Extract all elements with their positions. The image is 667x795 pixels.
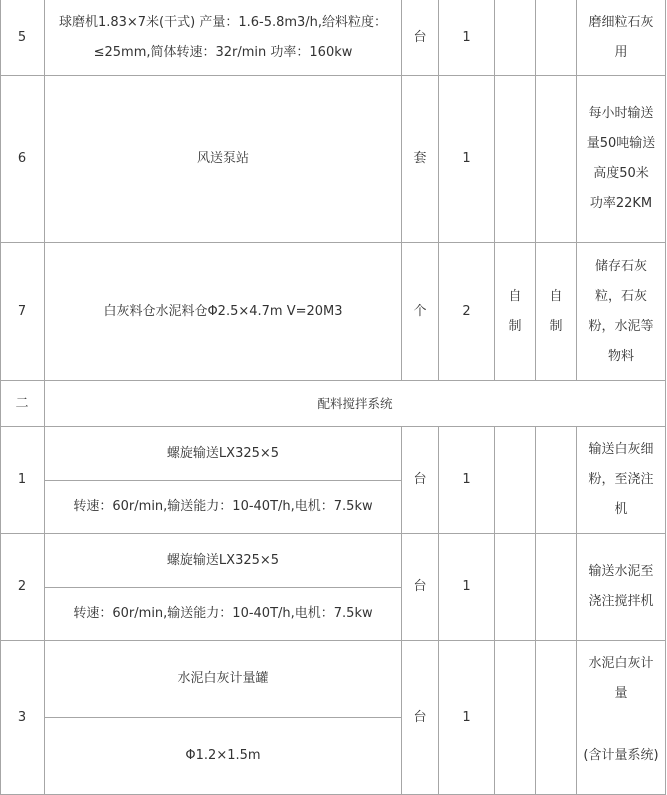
equipment-name: 风送泵站	[196, 151, 249, 166]
equipment-name: 螺旋输送LX325×5	[166, 445, 280, 461]
quantity-cell: 2	[462, 303, 471, 319]
row-number: 3	[17, 709, 27, 725]
equipment-name: 螺旋输送LX325×5	[166, 552, 280, 568]
equipment-name: 水泥白灰计量罐	[177, 671, 269, 686]
quantity-cell: 1	[462, 709, 471, 725]
section-title: 配料搅拌系统	[317, 395, 393, 411]
unit-cell: 台	[413, 579, 427, 594]
equipment-spec: Φ1.2×1.5m	[185, 748, 261, 763]
unit-cell: 台	[413, 472, 427, 487]
equipment-name: 白灰料仓水泥料仓Φ2.5×4.7m V=20M3	[103, 303, 343, 319]
row-number: 2	[17, 579, 27, 594]
unit-cell: 台	[413, 709, 427, 725]
unit-cell: 套	[413, 151, 427, 166]
row-number: 1	[17, 472, 27, 487]
made-inhouse-cell: 自制	[508, 288, 522, 334]
remark-cell: 储存石灰粒，石灰粉，水泥等物料	[588, 258, 654, 364]
quantity-cell: 1	[462, 472, 471, 487]
row-number: 7	[17, 303, 27, 319]
equipment-name: 球磨机1.83×7米(干式) 产量：1.6-5.8m3/h,给料粒度：≤25mm,简体转速：32r/min 功率：160kw	[58, 14, 388, 60]
quantity-cell: 1	[462, 579, 471, 594]
grid-line	[494, 426, 495, 795]
equipment-spec: 转速：60r/min,输送能力：10-40T/h,电机：7.5kw	[73, 499, 373, 514]
remark-cell: 输送白灰细粉，至浇注机	[588, 442, 654, 517]
remark-cell: 输送水泥至浇注搅拌机	[588, 564, 654, 609]
remark-cell: 磨细粒石灰用	[588, 14, 654, 60]
grid-line	[665, 0, 666, 795]
unit-cell: 个	[413, 303, 427, 319]
made-inhouse-cell: 自制	[549, 288, 563, 334]
row-number: 6	[17, 151, 27, 166]
equipment-spec: 转速：60r/min,输送能力：10-40T/h,电机：7.5kw	[73, 606, 373, 621]
quantity-cell: 1	[462, 29, 471, 45]
remark-cell: 每小时输送量50吨输送高度50米 功率22KM	[586, 106, 656, 211]
remark-cell: 水泥白灰计量	[588, 656, 654, 701]
row-number: 5	[17, 29, 27, 45]
unit-cell: 台	[413, 29, 427, 45]
section-number: 二	[15, 395, 29, 411]
grid-line	[535, 426, 536, 795]
quantity-cell: 1	[462, 151, 471, 166]
remark-cell-secondary: (含计量系统)	[583, 748, 659, 763]
